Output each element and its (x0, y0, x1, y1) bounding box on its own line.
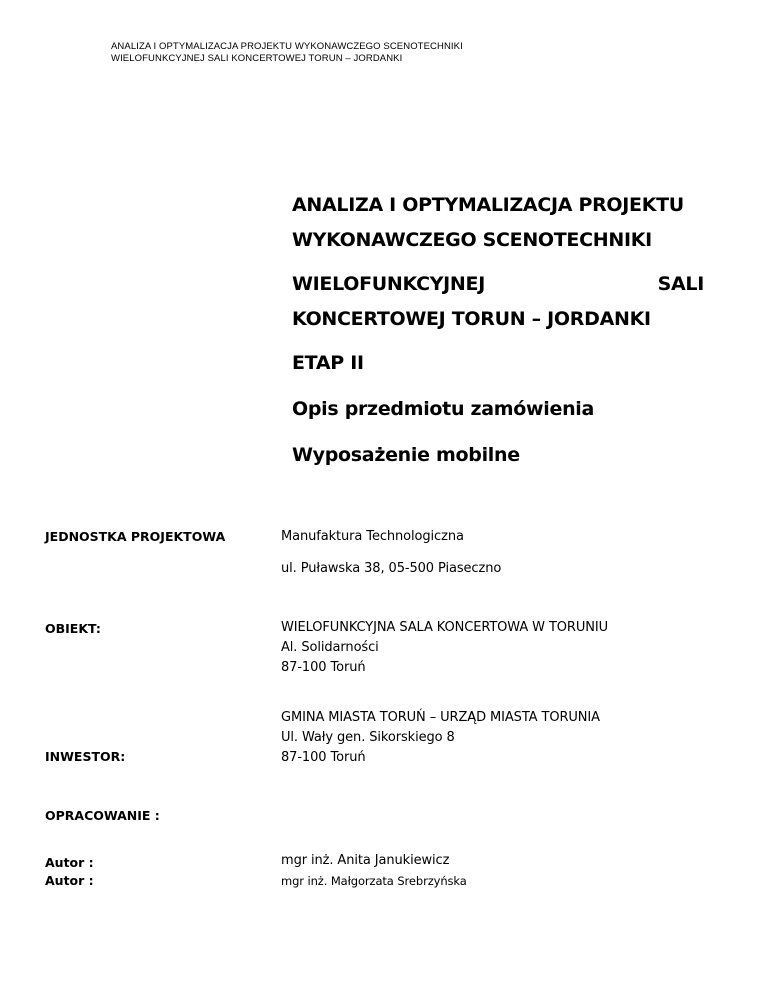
title-line-2: WYKONAWCZEGO SCENOTECHNIKI (292, 229, 652, 251)
object-street: Al. Solidarności (281, 640, 379, 655)
investor-city: 87-100 Toruń (281, 750, 366, 765)
running-header-line-1: ANALIZA I OPTYMALIZACJA PROJEKTU WYKONAWCZEGO SCENOTECHNIKI (111, 41, 463, 52)
object-details (281, 618, 608, 678)
subtitle-order-description: Opis przedmiotu zamówienia (292, 398, 595, 420)
investor-street: Ul. Wały gen. Sikorskiego 8 (281, 730, 455, 745)
running-header (111, 41, 463, 65)
title-line-1: ANALIZA I OPTYMALIZACJA PROJEKTU (292, 194, 684, 216)
label-author-1: Autor : (45, 855, 94, 870)
title-line-3-left: WIELOFUNKCYJNEJ (292, 273, 485, 295)
object-city: 87-100 Toruń (281, 660, 366, 675)
investor-details (281, 708, 600, 768)
author-1-name: mgr inż. Anita Janukiewicz (281, 853, 450, 868)
design-unit-name: Manufaktura Technologiczna (281, 529, 464, 544)
object-name: WIELOFUNKCYJNA SALA KONCERTOWA W TORUNIU (281, 620, 609, 635)
design-unit-address: ul. Puławska 38, 05-500 Piaseczno (281, 561, 502, 576)
label-design-unit: JEDNOSTKA PROJEKTOWA (45, 529, 226, 544)
title-line-4: KONCERTOWEJ TORUN – JORDANKI (292, 308, 651, 330)
label-object: OBIEKT: (45, 621, 101, 636)
title-line-3 (292, 273, 704, 295)
label-prepared-by: OPRACOWANIE : (45, 808, 160, 823)
label-author-2: Autor : (45, 873, 94, 888)
label-investor: INWESTOR: (45, 749, 126, 764)
investor-name: GMINA MIASTA TORUŃ – URZĄD MIASTA TORUNIA (281, 710, 600, 725)
stage-label: ETAP II (292, 352, 364, 374)
subtitle-mobile-equipment: Wyposażenie mobilne (292, 444, 520, 466)
author-2-name: mgr inż. Małgorzata Srebrzyńska (281, 874, 467, 888)
title-line-3-right: SALI (657, 273, 704, 295)
running-header-line-2: WIELOFUNKCYJNEJ SALI KONCERTOWEJ TORUN – JORDANKI (111, 53, 403, 64)
